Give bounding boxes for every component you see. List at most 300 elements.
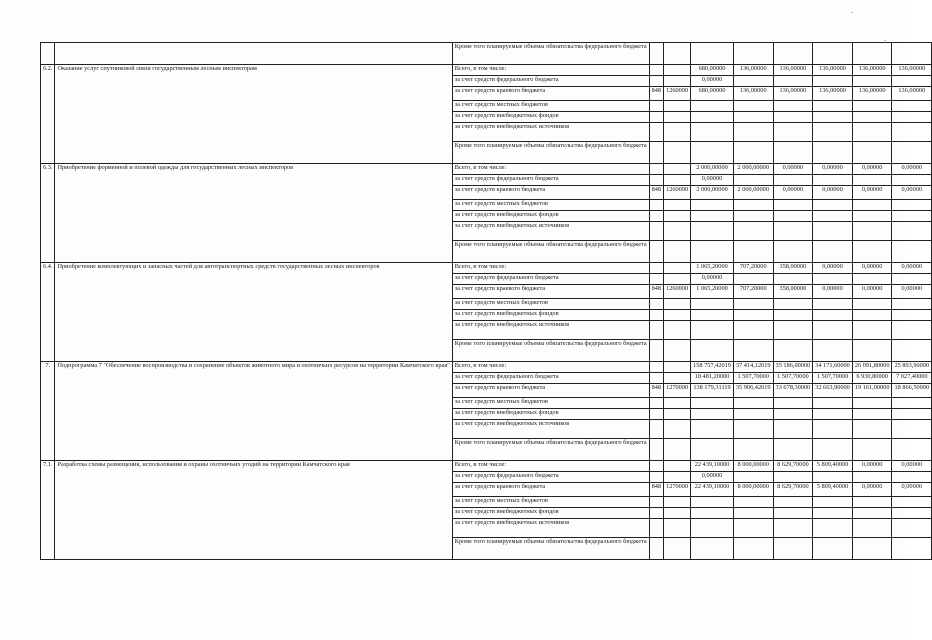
funding-source-label: за счет средств внебюджетных фондов <box>452 211 649 222</box>
grbs-code <box>649 263 663 274</box>
amount-cell <box>733 299 773 310</box>
amount-cell: 2 000,00000 <box>733 186 773 200</box>
funding-source-label: Всего, в том числе: <box>452 461 649 472</box>
grbs-code <box>649 299 663 310</box>
grbs-code <box>649 112 663 123</box>
amount-cell <box>813 142 853 164</box>
target-code <box>664 299 691 310</box>
section-name: Приобретение комплектующих и запасных частей для автотранспортных средств государственных лесных инспекторов <box>55 263 452 362</box>
amount-cell: 0,00000 <box>852 186 892 200</box>
section-number: 6.2. <box>41 65 55 164</box>
amount-cell <box>892 439 932 461</box>
amount-cell: 7 027,40000 <box>892 373 932 384</box>
target-code: 1270000 <box>664 483 691 497</box>
empty-cell <box>733 43 773 65</box>
scan-speck <box>851 12 853 13</box>
amount-cell <box>813 112 853 123</box>
target-code <box>664 200 691 211</box>
table-row <box>41 164 932 175</box>
amount-cell <box>813 472 853 483</box>
amount-cell: 2 000,00000 <box>691 164 734 175</box>
funding-source-label: за счет средств внебюджетных фондов <box>452 409 649 420</box>
amount-cell <box>852 398 892 409</box>
amount-cell: 0,00000 <box>773 164 813 175</box>
target-code: 1270000 <box>664 384 691 398</box>
funding-source-label: за счет средств федерального бюджета <box>452 175 649 186</box>
target-code <box>664 373 691 384</box>
amount-cell <box>733 211 773 222</box>
amount-cell <box>733 310 773 321</box>
amount-cell: 136,00000 <box>852 65 892 76</box>
amount-cell <box>892 310 932 321</box>
target-code: 1260000 <box>664 285 691 299</box>
funding-source-label: за счет средств федерального бюджета <box>452 373 649 384</box>
grbs-code <box>649 398 663 409</box>
funding-source-label: за счет средств краевого бюджета <box>452 285 649 299</box>
amount-cell <box>773 519 813 538</box>
amount-cell <box>852 310 892 321</box>
amount-cell <box>813 76 853 87</box>
grbs-code <box>649 340 663 362</box>
amount-cell: 0,00000 <box>852 285 892 299</box>
amount-cell: 707,20000 <box>733 263 773 274</box>
funding-source-label: за счет средств местных бюджетов <box>452 299 649 310</box>
amount-cell <box>691 508 734 519</box>
amount-cell: 32 663,90000 <box>813 384 853 398</box>
amount-cell <box>773 310 813 321</box>
amount-cell <box>892 508 932 519</box>
amount-cell <box>733 398 773 409</box>
amount-cell: 136,00000 <box>773 65 813 76</box>
amount-cell <box>691 439 734 461</box>
amount-cell <box>773 472 813 483</box>
amount-cell <box>691 321 734 340</box>
amount-cell <box>691 409 734 420</box>
amount-cell <box>813 420 853 439</box>
amount-cell: 0,00000 <box>813 263 853 274</box>
target-code <box>664 461 691 472</box>
target-code <box>664 439 691 461</box>
target-code <box>664 321 691 340</box>
amount-cell <box>892 538 932 560</box>
amount-cell: 18 866,50000 <box>892 384 932 398</box>
amount-cell <box>733 112 773 123</box>
amount-cell <box>852 472 892 483</box>
amount-cell <box>773 211 813 222</box>
grbs-code <box>649 101 663 112</box>
amount-cell: 0,00000 <box>892 461 932 472</box>
amount-cell <box>852 112 892 123</box>
empty-cell <box>691 43 734 65</box>
amount-cell: 2 000,00000 <box>733 164 773 175</box>
amount-cell <box>852 508 892 519</box>
amount-cell <box>852 101 892 112</box>
grbs-code <box>649 65 663 76</box>
amount-cell <box>691 398 734 409</box>
amount-cell: 138 179,31119 <box>691 384 734 398</box>
funding-source-label: за счет средств внебюджетных фондов <box>452 112 649 123</box>
amount-cell <box>733 222 773 241</box>
amount-cell: 5 809,40000 <box>813 461 853 472</box>
amount-cell <box>813 409 853 420</box>
target-code <box>664 310 691 321</box>
grbs-code <box>649 538 663 560</box>
amount-cell <box>892 398 932 409</box>
grbs-code <box>649 508 663 519</box>
amount-cell <box>773 439 813 461</box>
grbs-code <box>649 461 663 472</box>
target-code: 1260000 <box>664 87 691 101</box>
grbs-code <box>649 321 663 340</box>
amount-cell: 37 414,12019 <box>733 362 773 373</box>
target-code <box>664 263 691 274</box>
amount-cell: 22 439,10000 <box>691 483 734 497</box>
grbs-code <box>649 310 663 321</box>
amount-cell <box>813 310 853 321</box>
amount-cell <box>892 321 932 340</box>
amount-cell: 1 507,70000 <box>773 373 813 384</box>
amount-cell: 22 439,10000 <box>691 461 734 472</box>
amount-cell <box>691 538 734 560</box>
grbs-code <box>649 472 663 483</box>
amount-cell: 0,00000 <box>691 472 734 483</box>
table-row <box>41 263 932 274</box>
grbs-code <box>649 211 663 222</box>
amount-cell <box>892 409 932 420</box>
funding-source-label: за счет средств местных бюджетов <box>452 200 649 211</box>
grbs-code <box>649 519 663 538</box>
amount-cell <box>691 340 734 362</box>
amount-cell <box>773 76 813 87</box>
grbs-code <box>649 123 663 142</box>
amount-cell <box>691 519 734 538</box>
grbs-code <box>649 175 663 186</box>
funding-source-label: Всего, в том числе: <box>452 65 649 76</box>
amount-cell <box>852 142 892 164</box>
funding-source-label: за счет средств федерального бюджета <box>452 76 649 87</box>
section-name: Оказание услуг спутниковой связи государственным лесным инспекторам <box>55 65 452 164</box>
amount-cell <box>852 538 892 560</box>
amount-cell <box>733 200 773 211</box>
amount-cell <box>691 420 734 439</box>
amount-cell <box>733 439 773 461</box>
target-code <box>664 101 691 112</box>
target-code <box>664 340 691 362</box>
target-code <box>664 76 691 87</box>
amount-cell: 8 000,00000 <box>733 461 773 472</box>
amount-cell: 136,00000 <box>733 65 773 76</box>
amount-cell: 8 629,70000 <box>773 461 813 472</box>
grbs-code: 848 <box>649 384 663 398</box>
funding-source-label: за счет средств внебюджетных источников <box>452 123 649 142</box>
amount-cell <box>813 519 853 538</box>
amount-cell <box>691 112 734 123</box>
amount-cell <box>813 241 853 263</box>
target-code: 1260000 <box>664 186 691 200</box>
amount-cell: 0,00000 <box>852 483 892 497</box>
grbs-code: 848 <box>649 87 663 101</box>
grbs-code <box>649 439 663 461</box>
amount-cell: 0,00000 <box>852 461 892 472</box>
target-code <box>664 472 691 483</box>
grbs-code: 848 <box>649 186 663 200</box>
amount-cell: 5 809,40000 <box>813 483 853 497</box>
amount-cell <box>733 409 773 420</box>
amount-cell: 1 507,70000 <box>733 373 773 384</box>
amount-cell <box>733 76 773 87</box>
funding-source-label: Кроме того планируемые объемы обязательства федерального бюджета <box>452 340 649 362</box>
grbs-code <box>649 76 663 87</box>
target-code <box>664 497 691 508</box>
amount-cell: 0,00000 <box>691 274 734 285</box>
funding-source-label: за счет средств краевого бюджета <box>452 186 649 200</box>
table-row <box>41 362 932 373</box>
section-name: Приобретение форменной и полевой одежды для государственных лесных инспекторов <box>55 164 452 263</box>
grbs-code <box>649 274 663 285</box>
funding-source-label: Кроме того планируемые объемы обязательства федерального бюджета <box>452 439 649 461</box>
amount-cell: 34 171,60000 <box>813 362 853 373</box>
amount-cell: 6 930,80000 <box>852 373 892 384</box>
amount-cell <box>691 222 734 241</box>
amount-cell: 0,00000 <box>892 285 932 299</box>
amount-cell <box>892 274 932 285</box>
amount-cell <box>892 497 932 508</box>
amount-cell: 136,00000 <box>773 87 813 101</box>
grbs-code <box>649 497 663 508</box>
amount-cell: 0,00000 <box>852 164 892 175</box>
amount-cell <box>892 112 932 123</box>
amount-cell <box>733 420 773 439</box>
amount-cell <box>733 241 773 263</box>
grbs-code <box>649 241 663 263</box>
funding-source-label: Всего, в том числе: <box>452 164 649 175</box>
amount-cell <box>892 222 932 241</box>
amount-cell <box>773 508 813 519</box>
amount-cell: 35 186,00000 <box>773 362 813 373</box>
target-code <box>664 519 691 538</box>
amount-cell: 680,00000 <box>691 65 734 76</box>
amount-cell <box>852 321 892 340</box>
target-code <box>664 409 691 420</box>
amount-cell <box>773 142 813 164</box>
row-name-cell <box>55 43 452 65</box>
amount-cell <box>773 420 813 439</box>
amount-cell <box>813 497 853 508</box>
amount-cell <box>852 175 892 186</box>
target-code <box>664 274 691 285</box>
section-number: 6.3. <box>41 164 55 263</box>
amount-cell <box>733 175 773 186</box>
budget-table <box>40 42 932 560</box>
grbs-code <box>649 142 663 164</box>
funding-source-label: за счет средств внебюджетных источников <box>452 420 649 439</box>
amount-cell <box>773 175 813 186</box>
funding-source-label: за счет средств федерального бюджета <box>452 472 649 483</box>
amount-cell: 0,00000 <box>892 263 932 274</box>
empty-cell <box>813 43 853 65</box>
amount-cell: 2 000,00000 <box>691 186 734 200</box>
amount-cell: 25 893,90000 <box>892 362 932 373</box>
funding-source-label: за счет средств краевого бюджета <box>452 87 649 101</box>
amount-cell: 136,00000 <box>852 87 892 101</box>
amount-cell: 18 481,20000 <box>691 373 734 384</box>
amount-cell <box>733 101 773 112</box>
amount-cell: 136,00000 <box>813 87 853 101</box>
amount-cell: 136,00000 <box>813 65 853 76</box>
section-name: Разработка схемы размещения, использования и охраны охотничьих угодий на территории Камчатского края <box>55 461 452 560</box>
funding-source-label: Кроме того планируемые объемы обязательства федерального бюджета <box>452 241 649 263</box>
target-code <box>664 175 691 186</box>
empty-cell <box>664 43 691 65</box>
amount-cell <box>733 472 773 483</box>
amount-cell <box>813 274 853 285</box>
grbs-code <box>649 420 663 439</box>
empty-cell <box>773 43 813 65</box>
target-code <box>664 241 691 263</box>
amount-cell <box>852 241 892 263</box>
amount-cell <box>691 123 734 142</box>
amount-cell <box>773 398 813 409</box>
amount-cell <box>852 211 892 222</box>
amount-cell: 707,20000 <box>733 285 773 299</box>
amount-cell <box>892 211 932 222</box>
amount-cell <box>852 200 892 211</box>
note-label: Кроме того планируемые объемы обязательства федерального бюджета <box>452 43 649 65</box>
amount-cell <box>733 340 773 362</box>
amount-cell <box>813 439 853 461</box>
amount-cell <box>691 299 734 310</box>
grbs-code <box>649 409 663 420</box>
funding-source-label: за счет средств краевого бюджета <box>452 483 649 497</box>
amount-cell: 0,00000 <box>892 164 932 175</box>
amount-cell: 0,00000 <box>691 76 734 87</box>
funding-source-label: за счет средств внебюджетных фондов <box>452 508 649 519</box>
amount-cell <box>892 142 932 164</box>
amount-cell <box>691 241 734 263</box>
grbs-code <box>649 222 663 241</box>
empty-cell <box>892 43 932 65</box>
amount-cell <box>813 200 853 211</box>
section-number: 7. <box>41 362 55 461</box>
amount-cell <box>773 101 813 112</box>
target-code <box>664 420 691 439</box>
amount-cell <box>852 439 892 461</box>
amount-cell <box>813 508 853 519</box>
amount-cell <box>813 175 853 186</box>
amount-cell: 136,00000 <box>892 65 932 76</box>
amount-cell: 1 065,20000 <box>691 263 734 274</box>
amount-cell <box>773 241 813 263</box>
amount-cell <box>852 222 892 241</box>
amount-cell <box>852 519 892 538</box>
amount-cell <box>813 340 853 362</box>
amount-cell <box>852 497 892 508</box>
amount-cell: 358,00000 <box>773 263 813 274</box>
amount-cell <box>733 123 773 142</box>
amount-cell <box>773 321 813 340</box>
amount-cell <box>852 420 892 439</box>
amount-cell <box>892 299 932 310</box>
amount-cell: 1 065,20000 <box>691 285 734 299</box>
section-number: 7.1. <box>41 461 55 560</box>
funding-source-label: Кроме того планируемые объемы обязательства федерального бюджета <box>452 538 649 560</box>
amount-cell <box>773 222 813 241</box>
amount-cell <box>813 222 853 241</box>
funding-source-label: за счет средств местных бюджетов <box>452 101 649 112</box>
amount-cell: 19 161,00000 <box>852 384 892 398</box>
amount-cell <box>691 101 734 112</box>
amount-cell <box>691 497 734 508</box>
section-number: 6.4. <box>41 263 55 362</box>
target-code <box>664 538 691 560</box>
funding-source-label: за счет средств внебюджетных источников <box>452 321 649 340</box>
amount-cell <box>892 420 932 439</box>
amount-cell <box>892 175 932 186</box>
empty-cell <box>852 43 892 65</box>
amount-cell: 0,00000 <box>892 483 932 497</box>
amount-cell: 680,00000 <box>691 87 734 101</box>
amount-cell: 158 757,42019 <box>691 362 734 373</box>
amount-cell <box>892 76 932 87</box>
target-code <box>664 362 691 373</box>
empty-cell <box>649 43 663 65</box>
amount-cell: 8 629,70000 <box>773 483 813 497</box>
amount-cell: 0,00000 <box>892 186 932 200</box>
amount-cell <box>773 497 813 508</box>
amount-cell <box>852 123 892 142</box>
amount-cell <box>892 123 932 142</box>
amount-cell <box>892 241 932 263</box>
amount-cell: 0,00000 <box>852 263 892 274</box>
amount-cell <box>852 299 892 310</box>
amount-cell <box>852 274 892 285</box>
scan-speck <box>884 40 886 41</box>
grbs-code <box>649 373 663 384</box>
table-row <box>41 65 932 76</box>
amount-cell <box>813 123 853 142</box>
funding-source-label: Всего, в том числе: <box>452 362 649 373</box>
amount-cell <box>892 101 932 112</box>
target-code <box>664 112 691 123</box>
amount-cell: 8 000,00000 <box>733 483 773 497</box>
amount-cell: 35 906,42019 <box>733 384 773 398</box>
amount-cell: 33 678,30000 <box>773 384 813 398</box>
amount-cell: 0,00000 <box>813 186 853 200</box>
amount-cell <box>733 538 773 560</box>
amount-cell: 0,00000 <box>813 164 853 175</box>
amount-cell <box>773 274 813 285</box>
amount-cell <box>773 538 813 560</box>
amount-cell <box>773 112 813 123</box>
funding-source-label: Кроме того планируемые объемы обязательства федерального бюджета <box>452 142 649 164</box>
amount-cell: 136,00000 <box>733 87 773 101</box>
amount-cell <box>773 299 813 310</box>
amount-cell <box>733 519 773 538</box>
amount-cell: 1 507,70000 <box>813 373 853 384</box>
amount-cell <box>691 310 734 321</box>
amount-cell <box>691 211 734 222</box>
amount-cell <box>813 211 853 222</box>
target-code <box>664 65 691 76</box>
funding-source-label: за счет средств местных бюджетов <box>452 497 649 508</box>
target-code <box>664 164 691 175</box>
amount-cell <box>733 274 773 285</box>
amount-cell <box>852 76 892 87</box>
amount-cell <box>733 321 773 340</box>
row-num-cell <box>41 43 55 65</box>
amount-cell <box>892 200 932 211</box>
funding-source-label: за счет средств внебюджетных источников <box>452 519 649 538</box>
